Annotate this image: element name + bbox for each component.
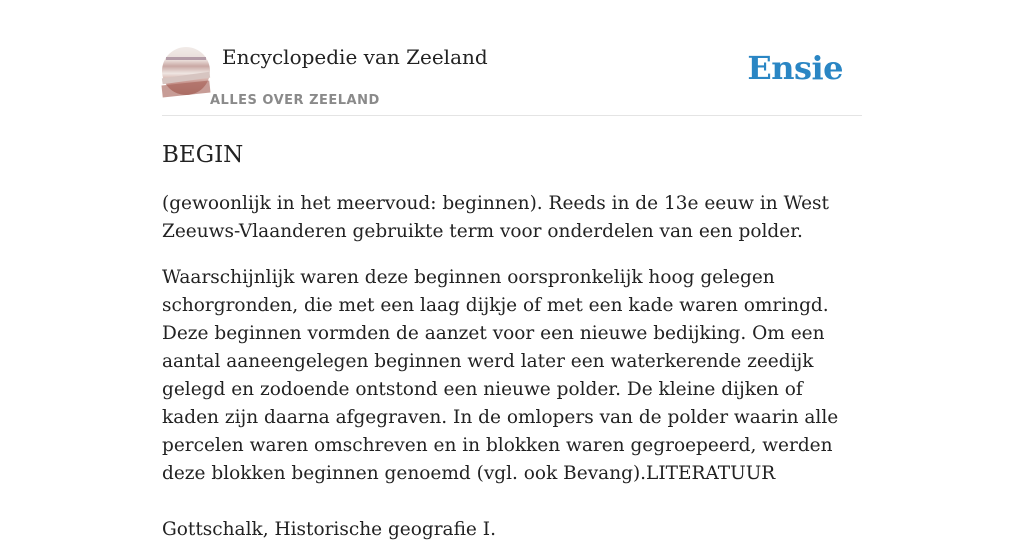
ensie-logo[interactable]: Ensie xyxy=(747,49,843,87)
site-header xyxy=(162,0,862,116)
entry-paragraph-body: Waarschijnlijk waren deze beginnen oorspronkelijk hoog gelegen schorgronden, die met een laag dijkje of met een kade waren omringd. Deze beginnen vormden de aanzet voor een nieuwe bedijking. Om een aantal aaneengelegen beginnen werd later een waterkerende zeedijk gelegd en zodoende ontstond een nieuwe polder. De kleine dijken of kaden zijn daarna afgegraven. In de omlopers van de polder waarin alle percelen waren omschreven en in blokken waren gegroepeerd, werden deze blokken beginnen genoemd (vgl. ook Bevang).LITERATUUR xyxy=(162,267,839,484)
site-avatar-icon[interactable] xyxy=(162,47,210,95)
page xyxy=(162,0,862,544)
entry-paragraph-literature: Gottschalk, Historische geografie I. xyxy=(162,519,496,540)
entry-paragraph-intro: (gewoonlijk in het meervoud: beginnen). Reeds in de 13e eeuw in West Zeeuws-Vlaanderen gebruikte term voor onderdelen van een polder. xyxy=(162,193,829,242)
entry-title: BEGIN xyxy=(162,142,244,168)
site-title[interactable]: Encyclopedie van Zeeland xyxy=(222,45,488,69)
site-subtitle: ALLES OVER ZEELAND xyxy=(210,93,380,108)
